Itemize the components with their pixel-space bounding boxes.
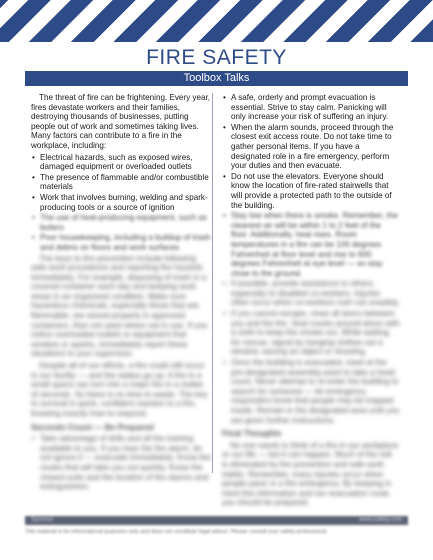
- list-item: • If possible, provide assistance to others, especially to disabled co-workers. Injuries often occur when co-workers rush out unsafely.: [231, 279, 400, 308]
- prevention-paragraph: The keys to fire prevention include following safe work procedures and reporting fire hazards immediately. For example, disposing of trash in a covered container each day and keeping work areas in an organized condition. Make sure hazardous chemicals, especially those that are flammable, are stored properly in approved containers. Also not used where not in use. If you notice overloaded outlets or equipment that smokes or sparks, immediately report these situations to your supervisor.: [31, 253, 208, 359]
- list-item: • If you cannot escape, close all doors between you and the fire. Seal cracks around doors with a cloth to keep the smoke out. While waiting for rescue, signal by hanging clothes out a window, waving an object or shouting.: [231, 309, 400, 357]
- intro-paragraph: The threat of fire can be frightening. Every year, fires devastate workers and their families, destroying thousands of businesses, putting people out of work and sometimes taking lives. Many factors can contribute to a fire in the workplace, including:: [31, 93, 210, 150]
- list-item: • When the alarm sounds, proceed through the closest exit access route. Do not take time to gather personal items. If you have a designated role in a fire emergency, perform your duties and then evacuate.: [231, 123, 400, 171]
- list-item: • Work that involves burning, welding and spark-producing tools or a source of ignition: [40, 193, 211, 212]
- list-item: • The presence of flammable and/or combustible materials: [40, 173, 211, 192]
- footer-right-text: www.safety.com: [359, 517, 402, 523]
- list-item: • Once the building is evacuated, meet at the pre-designated assembly point to take a head count. Never attempt to re-enter the building to search for someone — let emergency responders know that people may be trapped inside. Remain in the designated area until you are given further instructions.: [231, 358, 400, 425]
- page-subtitle: Toolbox Talks: [25, 71, 408, 86]
- list-item: • Poor housekeeping, including a buildup of trash and debris on floors and work surfaces: [40, 233, 211, 252]
- evacuation-list: [222, 93, 400, 425]
- list-item: • Electrical hazards, such as exposed wires, damaged equipment or overloaded outlets: [40, 153, 211, 172]
- column-divider: [212, 93, 213, 473]
- section-heading: Seconds Count — Be Prepared: [31, 421, 154, 432]
- stakes-paragraph: Despite all of our efforts, a fire could still occur in our facility — and the stakes go up. A fire in a small space can turn into a major fire in a matter of seconds. So there is no time to waste. The key to survival is quick, confident reaction to a fire, knowing exactly how to respond.: [31, 361, 208, 418]
- prepared-list: [31, 434, 211, 492]
- fire-factors-list: [31, 153, 211, 253]
- footer-disclaimer: This material is for informational purposes only and does not constitute legal advice. Please consult your safety professional.: [25, 529, 328, 535]
- list-item: • Stay low when there is smoke. Remember, the cleanest air will be within 1 to 2 feet of the floor. Additionally, heat rises. Room temperatures in a fire can be 100 degrees Fahrenheit at floor level and rise to 600 degrees Fahrenheit at eye level — so stay close to the ground.: [231, 211, 400, 278]
- section-heading: Final Thoughts: [222, 428, 282, 439]
- closing-paragraph: No one wants to think of a fire in our workplace or our life — but it can happen. Much of the risk is eliminated by fire prevention and safe work habits. Remember, many injuries occur when people panic in a fire emergency. By keeping in mind this information and our evacuation route, you should be prepared.: [222, 440, 399, 508]
- list-item: • Do not use the elevators. Everyone should know the location of fire-rated stairwells that will provide a protected path to the outside of the building.: [231, 172, 400, 210]
- left-column: [31, 93, 211, 493]
- list-item: • The use of heat-producing equipment, such as boilers: [40, 213, 211, 232]
- footer-left-text: Sponsor: [31, 517, 54, 523]
- header-stripe-band: [0, 0, 433, 42]
- footer-bar: [25, 516, 408, 525]
- right-column: [222, 93, 400, 510]
- page-title: FIRE SAFETY: [146, 46, 287, 69]
- list-item: • A safe, orderly and prompt evacuation is essential. Strive to stay calm. Panicking will only increase your risk of suffering an injury.: [231, 93, 400, 122]
- list-item: • Take advantage of drills and all the training available to you. If you hear the fire alarm, do not ignore it — evacuate immediately. Know the routes that will take you out quickly. Know the closest exits and the location of fire alarms and extinguishers.: [40, 434, 211, 492]
